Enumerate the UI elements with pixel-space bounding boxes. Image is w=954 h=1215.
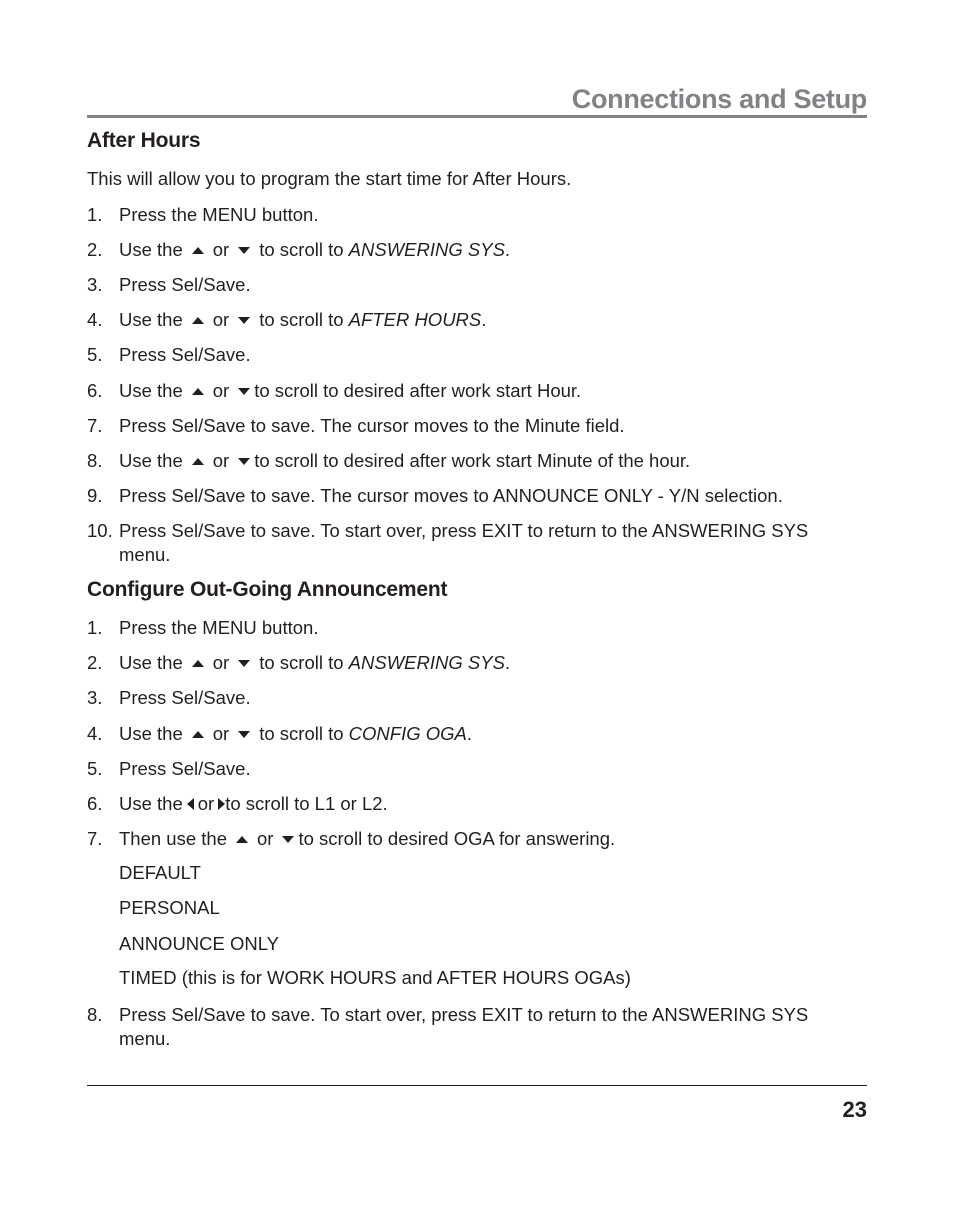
step-text: Press Sel/Save to save. To start over, press EXIT to return to the ANSWERING SYS menu. bbox=[119, 1004, 809, 1049]
step-text-post: to scroll to desired after work start Minute of the hour. bbox=[254, 450, 691, 471]
list-item bbox=[87, 308, 827, 332]
step-text-or: or bbox=[212, 723, 230, 744]
list-item bbox=[87, 792, 827, 816]
up-arrow-icon bbox=[192, 247, 204, 254]
step-text-post: to scroll to bbox=[259, 652, 344, 673]
step-text-post: to scroll to bbox=[259, 309, 344, 330]
down-arrow-icon bbox=[238, 388, 250, 395]
list-item bbox=[87, 722, 827, 746]
step-number: 2. bbox=[87, 239, 103, 260]
step-text-post: to scroll to desired OGA for answering. bbox=[298, 828, 616, 849]
step-number: 5. bbox=[87, 758, 103, 779]
step-text-post: to scroll to bbox=[259, 723, 344, 744]
step-text-pre: Use the bbox=[119, 793, 183, 814]
menu-target: CONFIG OGA bbox=[348, 723, 467, 744]
step-number: 10. bbox=[87, 520, 113, 541]
page-number: 23 bbox=[842, 1097, 867, 1122]
list-item bbox=[87, 686, 827, 710]
step-text-or: or bbox=[212, 380, 230, 401]
step-text-pre: Then use the bbox=[119, 828, 227, 849]
down-arrow-icon bbox=[282, 836, 294, 843]
step-text-post: to scroll to bbox=[259, 239, 344, 260]
left-arrow-icon bbox=[187, 798, 194, 810]
right-arrow-icon bbox=[218, 798, 225, 810]
list-item bbox=[87, 827, 827, 851]
step-text bbox=[119, 238, 827, 262]
list-item bbox=[87, 379, 827, 403]
step-number: 2. bbox=[87, 652, 103, 673]
step-text-or: or bbox=[212, 309, 230, 330]
step-text-end: . bbox=[504, 652, 511, 673]
list-item bbox=[87, 616, 827, 640]
step-number: 9. bbox=[87, 485, 103, 506]
step-number: 5. bbox=[87, 344, 103, 365]
list-item bbox=[87, 484, 827, 508]
menu-target: ANSWERING SYS bbox=[348, 652, 505, 673]
page-header bbox=[87, 84, 867, 116]
oga-option: TIMED (this is for WORK HOURS and AFTER HOURS OGAs) bbox=[119, 967, 631, 988]
section-intro: This will allow you to program the start time for After Hours. bbox=[87, 168, 572, 189]
step-text: Press the MENU button. bbox=[119, 617, 319, 638]
step-text bbox=[119, 651, 827, 675]
step-text bbox=[119, 308, 827, 332]
step-text: Press Sel/Save. bbox=[119, 687, 251, 708]
step-text-pre: Use the bbox=[119, 239, 183, 260]
step-number: 3. bbox=[87, 687, 103, 708]
step-text-post: to scroll to desired after work start Hour. bbox=[254, 380, 582, 401]
up-arrow-icon bbox=[192, 458, 204, 465]
step-number: 4. bbox=[87, 309, 103, 330]
step-text: Press Sel/Save. bbox=[119, 344, 251, 365]
step-number: 7. bbox=[87, 415, 103, 436]
step-number: 6. bbox=[87, 793, 103, 814]
page-title: Connections and Setup bbox=[571, 84, 867, 114]
step-number: 8. bbox=[87, 1004, 103, 1025]
footer-rule bbox=[87, 1085, 867, 1086]
step-text-pre: Use the bbox=[119, 309, 183, 330]
step-number: 1. bbox=[87, 617, 103, 638]
up-arrow-icon bbox=[192, 317, 204, 324]
down-arrow-icon bbox=[238, 458, 250, 465]
oga-option: ANNOUNCE ONLY bbox=[119, 933, 280, 954]
list-item bbox=[87, 203, 827, 227]
step-number: 8. bbox=[87, 450, 103, 471]
step-text bbox=[119, 722, 827, 746]
list-item bbox=[87, 519, 817, 567]
list-item bbox=[87, 757, 827, 781]
up-arrow-icon bbox=[192, 660, 204, 667]
down-arrow-icon bbox=[238, 660, 250, 667]
step-number: 7. bbox=[87, 828, 103, 849]
down-arrow-icon bbox=[238, 731, 250, 738]
step-text-post: to scroll to L1 or L2. bbox=[225, 793, 388, 814]
step-number: 1. bbox=[87, 204, 103, 225]
list-item bbox=[87, 238, 827, 262]
step-text-pre: Use the bbox=[119, 450, 183, 471]
down-arrow-icon bbox=[238, 247, 250, 254]
step-text: Press Sel/Save to save. The cursor moves to the Minute field. bbox=[119, 415, 625, 436]
up-arrow-icon bbox=[192, 731, 204, 738]
step-text: Press Sel/Save to save. To start over, press EXIT to return to the ANSWERING SYS menu. bbox=[119, 520, 809, 565]
step-text bbox=[119, 379, 827, 403]
step-text-pre: Use the bbox=[119, 652, 183, 673]
menu-target: AFTER HOURS bbox=[348, 309, 482, 330]
step-text bbox=[119, 827, 827, 851]
list-item bbox=[87, 414, 827, 438]
step-text: Press Sel/Save to save. The cursor moves to ANNOUNCE ONLY - Y/N selection. bbox=[119, 485, 783, 506]
list-item bbox=[87, 343, 827, 367]
down-arrow-icon bbox=[238, 317, 250, 324]
oga-option: DEFAULT bbox=[119, 862, 201, 883]
list-item bbox=[87, 651, 827, 675]
step-text-or: or bbox=[257, 828, 274, 849]
step-text-pre: Use the bbox=[119, 723, 183, 744]
list-item bbox=[87, 273, 827, 297]
step-text-pre: Use the bbox=[119, 380, 183, 401]
step-number: 3. bbox=[87, 274, 103, 295]
step-text-or: or bbox=[212, 652, 230, 673]
list-item bbox=[87, 1003, 817, 1051]
oga-option: PERSONAL bbox=[119, 897, 220, 918]
up-arrow-icon bbox=[192, 388, 204, 395]
menu-target: ANSWERING SYS bbox=[348, 239, 505, 260]
list-item bbox=[87, 449, 827, 473]
up-arrow-icon bbox=[236, 836, 248, 843]
section-title-after-hours: After Hours bbox=[87, 129, 201, 152]
step-text-or: or bbox=[212, 450, 230, 471]
step-text: Press Sel/Save. bbox=[119, 758, 251, 779]
step-text-or: or bbox=[197, 793, 215, 814]
step-text: Press Sel/Save. bbox=[119, 274, 251, 295]
step-text-end: . bbox=[481, 309, 487, 330]
step-text bbox=[119, 449, 827, 473]
step-text bbox=[119, 792, 827, 816]
step-text-or: or bbox=[212, 239, 230, 260]
step-number: 4. bbox=[87, 723, 103, 744]
header-rule bbox=[87, 115, 867, 118]
step-text-end: . bbox=[504, 239, 511, 260]
step-text-end: . bbox=[466, 723, 473, 744]
section-title-configure-oga: Configure Out-Going Announcement bbox=[87, 578, 448, 601]
step-number: 6. bbox=[87, 380, 103, 401]
step-text: Press the MENU button. bbox=[119, 204, 319, 225]
